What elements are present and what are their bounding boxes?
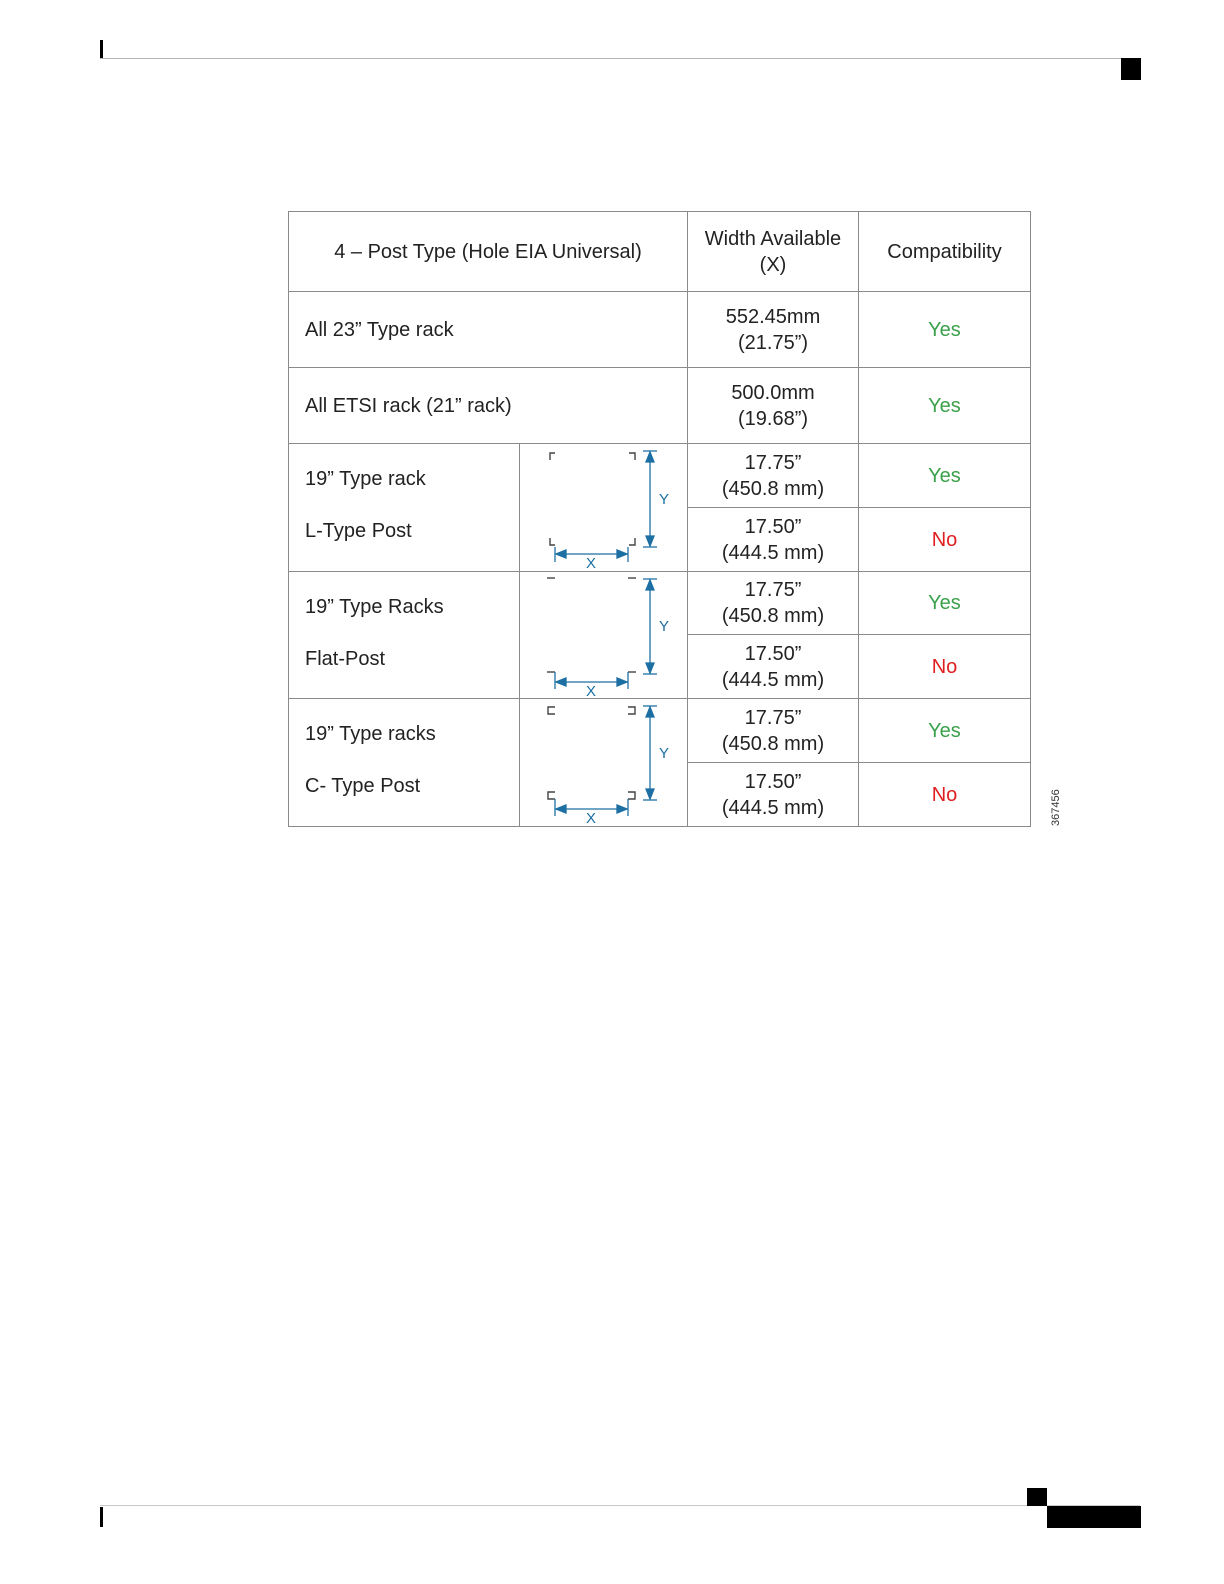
l-post-diagram [520, 444, 688, 572]
width-value-alt: (444.5 mm) [721, 668, 825, 691]
rack-name-23: All 23” Type rack [289, 292, 688, 368]
post-c-top-left [548, 707, 555, 714]
table-header-row [289, 212, 1031, 292]
rack-name-line1: 19” Type racks [305, 723, 436, 745]
y-arrow-up-icon [646, 452, 654, 462]
table-row [289, 699, 1031, 763]
header-width-line1: Width Available [704, 227, 842, 250]
flat-post-diagram-svg [520, 572, 687, 699]
header-width-available [688, 212, 859, 292]
rack-name-line2: C- Type Post [305, 775, 421, 797]
c-post-diagram [520, 699, 688, 827]
footer-tick [100, 1507, 103, 1527]
y-label: Y [659, 491, 670, 508]
compat-cell: No [859, 508, 1031, 572]
width-value-alt: (444.5 mm) [721, 796, 825, 819]
width-cell [688, 444, 859, 508]
rack-name-line2: Flat-Post [305, 648, 386, 670]
compat-cell: Yes [859, 572, 1031, 635]
width-value: 17.75” [744, 706, 802, 729]
header-tick [100, 40, 103, 58]
width-value-alt: (450.8 mm) [721, 477, 825, 500]
width-cell [688, 508, 859, 572]
width-value: 17.75” [744, 451, 802, 474]
compat-cell: No [859, 635, 1031, 699]
x-arrow-left-icon [556, 550, 566, 558]
width-value: 552.45mm [725, 305, 821, 328]
rack-name-line2: L-Type Post [305, 520, 412, 542]
header-post-type: 4 – Post Type (Hole EIA Universal) [289, 212, 688, 292]
compat-cell: Yes [859, 292, 1031, 368]
flat-post-diagram [520, 572, 688, 699]
rack-name-l-type [289, 444, 520, 572]
x-label: X [586, 555, 597, 571]
post-corner-top-left [550, 453, 555, 460]
table-row [289, 444, 1031, 508]
y-arrow-down-icon [646, 663, 654, 673]
width-cell [688, 572, 859, 635]
compat-cell: No [859, 763, 1031, 827]
figure-id: 367456 [1050, 789, 1062, 826]
y-arrow-up-icon [646, 580, 654, 590]
y-label: Y [659, 618, 670, 635]
rack-name-etsi: All ETSI rack (21” rack) [289, 368, 688, 444]
post-corner-bottom-right [629, 538, 635, 545]
width-value: 17.50” [744, 642, 802, 665]
footer-marker [1027, 1488, 1047, 1506]
rack-name-flat-post [289, 572, 520, 699]
compat-cell: Yes [859, 368, 1031, 444]
header-width-line2: (X) [759, 253, 787, 276]
header-rule [100, 58, 1140, 59]
width-value-alt: (450.8 mm) [721, 605, 825, 627]
header-marker [1121, 58, 1141, 80]
post-c-bottom-right [628, 792, 635, 799]
table-row [289, 572, 1031, 635]
x-arrow-right-icon [617, 678, 627, 686]
footer-rule [100, 1505, 1140, 1506]
table-row [289, 368, 1031, 444]
y-arrow-down-icon [646, 789, 654, 799]
width-cell [688, 368, 859, 444]
c-post-diagram-svg [520, 699, 687, 826]
rack-name-c-type [289, 699, 520, 827]
x-arrow-right-icon [617, 550, 627, 558]
table-row [289, 292, 1031, 368]
x-arrow-left-icon [556, 805, 566, 813]
width-cell [688, 635, 859, 699]
width-value: 500.0mm [731, 381, 815, 404]
post-corner-top-right [629, 453, 635, 460]
width-value: 17.75” [744, 579, 802, 601]
width-cell [688, 763, 859, 827]
post-c-bottom-left [548, 792, 555, 799]
width-cell [688, 699, 859, 763]
x-arrow-left-icon [556, 678, 566, 686]
post-c-top-right [628, 707, 635, 714]
x-label: X [586, 810, 597, 826]
x-label: X [586, 683, 597, 699]
y-arrow-down-icon [646, 536, 654, 546]
rack-name-line1: 19” Type rack [305, 468, 426, 490]
y-label: Y [659, 745, 670, 762]
header-compatibility: Compatibility [859, 212, 1031, 292]
rack-compatibility-table [288, 211, 1031, 827]
post-corner-bottom-left [550, 538, 555, 545]
width-cell [688, 292, 859, 368]
width-value-alt: (19.68”) [737, 407, 809, 430]
compat-cell: Yes [859, 699, 1031, 763]
compat-cell: Yes [859, 444, 1031, 508]
width-value: 17.50” [744, 770, 802, 793]
l-post-diagram-svg [520, 444, 687, 571]
y-arrow-up-icon [646, 707, 654, 717]
width-value-alt: (450.8 mm) [721, 732, 825, 755]
rack-name-line1: 19” Type Racks [305, 596, 444, 618]
x-arrow-right-icon [617, 805, 627, 813]
width-value-alt: (444.5 mm) [721, 541, 825, 564]
width-value: 17.50” [744, 515, 802, 538]
footer-page-tab [1047, 1506, 1141, 1528]
width-value-alt: (21.75”) [737, 331, 809, 354]
